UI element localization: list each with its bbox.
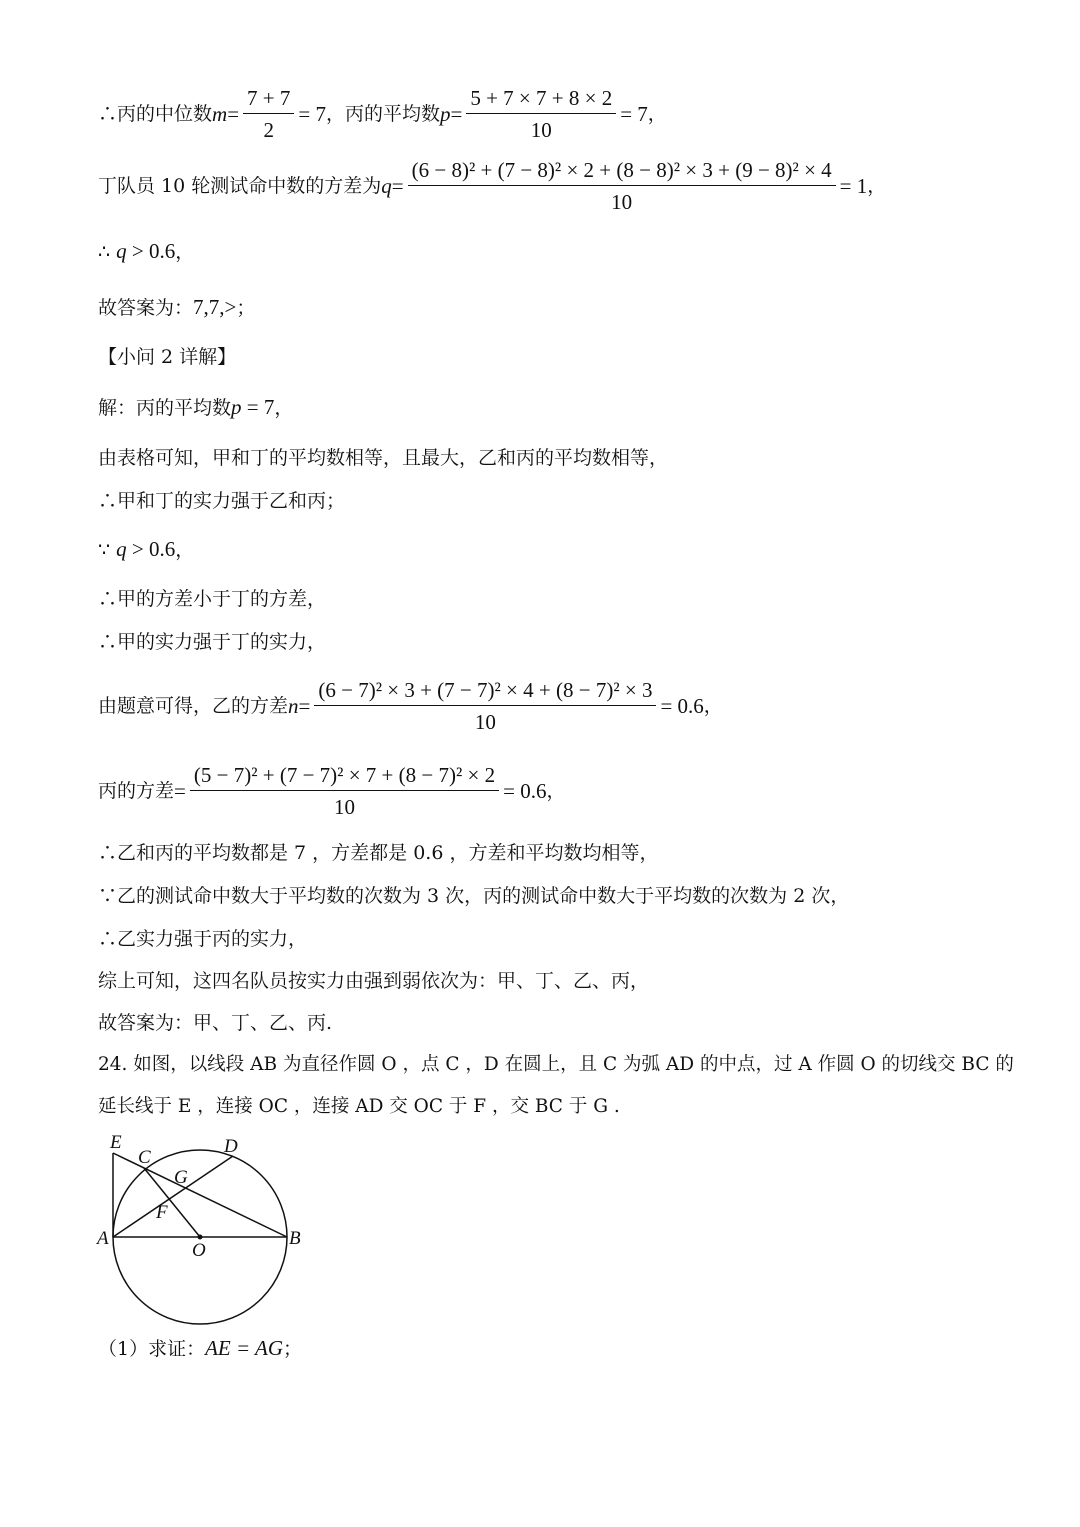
punctuation: ， <box>175 241 195 263</box>
equals-sign: = <box>174 779 186 803</box>
label-e: E <box>110 1132 122 1153</box>
q-compare-line-2 <box>98 539 194 560</box>
ding-variance-fraction <box>408 160 836 213</box>
yi-variance-denominator: 10 <box>474 710 496 734</box>
yi-variance-line <box>98 680 723 733</box>
center-point <box>198 1235 203 1240</box>
punctuation: ， <box>175 539 195 561</box>
punctuation: ， <box>703 695 723 717</box>
mean-label: ，丙的平均数 <box>325 103 440 125</box>
solution-label: 解：丙的平均数 <box>98 397 232 419</box>
text-line: ∴乙和丙的平均数都是 7 ，方差都是 0.6 ，方差和平均数均相等， <box>98 842 659 864</box>
segment-ad <box>113 1156 233 1237</box>
median-label: ∴丙的中位数 <box>98 103 213 125</box>
question-24-line-1: 24. 如图，以线段 AB 为直径作圆 O ，点 C ，D 在圆上，且 C 为弧 AD 的中点，过 A 作圆 O 的切线交 BC 的 <box>98 1054 1014 1075</box>
bing-variance-label: 丙的方差 <box>98 780 175 802</box>
label-g: G <box>174 1167 188 1188</box>
ding-variance-line <box>98 160 886 213</box>
mean-result: = 7 <box>620 102 648 126</box>
ding-variance-result: = 1 <box>839 174 868 198</box>
segment-oc <box>144 1168 200 1237</box>
median-denominator: 2 <box>263 118 274 142</box>
punctuation: ， <box>647 103 667 125</box>
bing-variance-line <box>98 765 565 818</box>
label-b: B <box>289 1228 301 1249</box>
label-a: A <box>97 1228 109 1249</box>
bing-variance-denominator: 10 <box>333 795 355 819</box>
label-f: F <box>156 1202 168 1223</box>
equals-sign: = <box>298 694 311 718</box>
label-c: C <box>138 1147 151 1168</box>
q-variable: q <box>381 174 392 198</box>
yi-variance-label: 由题意可得，乙的方差 <box>98 695 289 717</box>
subquestion-2-heading: 【小问 2 详解】 <box>98 346 237 368</box>
q-variable: q <box>116 537 127 561</box>
q-compare-line <box>98 241 194 262</box>
because-symbol: ∵ <box>98 539 111 561</box>
median-fraction <box>243 88 294 141</box>
label-o: O <box>192 1240 206 1261</box>
geometry-figure <box>90 1130 320 1330</box>
m-variable: m <box>212 102 228 126</box>
text-line: ∴甲和丁的实力强于乙和丙； <box>98 490 346 512</box>
label-d: D <box>224 1136 238 1157</box>
text-line: ∴甲的实力强于丁的实力， <box>98 631 327 653</box>
yi-variance-fraction <box>314 680 656 733</box>
punctuation: ， <box>274 397 294 419</box>
p-variable: p <box>439 102 451 126</box>
solution-mean-line <box>98 397 293 418</box>
equals-sign: = <box>391 174 404 198</box>
p-value: = 7 <box>241 395 275 419</box>
punctuation: ； <box>236 297 256 319</box>
equals-sign: = <box>450 102 463 126</box>
mean-numerator: 5 + 7 × 7 + 8 × 2 <box>466 88 616 114</box>
question-24-line-2: 延长线于 E ，连接 OC ，连接 AD 交 OC 于 F ，交 BC 于 G . <box>98 1096 620 1117</box>
mean-denominator: 10 <box>530 118 552 142</box>
subquestion-1 <box>98 1338 302 1359</box>
yi-variance-numerator: (6 − 7)² × 3 + (7 − 7)² × 4 + (8 − 7)² × 3 <box>314 680 656 706</box>
bing-variance-result: = 0.6 <box>503 779 547 803</box>
equals-sign: = <box>227 102 240 126</box>
text-line: ∴乙实力强于丙的实力， <box>98 928 308 950</box>
ding-variance-numerator: (6 − 8)² + (7 − 8)² × 2 + (8 − 8)² × 3 + (9 − 8)² × 4 <box>408 160 836 186</box>
subquestion-1-label: （1）求证： <box>98 1338 206 1360</box>
q-comparison: > 0.6 <box>126 537 176 561</box>
n-variable: n <box>288 694 299 718</box>
yi-variance-result: = 0.6 <box>660 694 704 718</box>
bing-variance-fraction <box>190 765 499 818</box>
ding-variance-label: 丁队员 10 轮测试命中数的方差为 <box>98 175 382 197</box>
answer-line-1 <box>98 297 255 318</box>
median-numerator: 7 + 7 <box>243 88 294 114</box>
text-line: 由表格可知，甲和丁的平均数相等，且最大，乙和丙的平均数相等， <box>98 447 669 469</box>
punctuation: ； <box>283 1338 303 1360</box>
p-variable: p <box>231 395 242 419</box>
text-line: 故答案为：甲、丁、乙、丙. <box>98 1012 333 1034</box>
answer-label: 故答案为： <box>98 297 194 319</box>
text-line: 综上可知，这四名队员按实力由强到弱依次为：甲、丁、乙、丙， <box>98 970 650 992</box>
bing-variance-numerator: (5 − 7)² + (7 − 7)² × 7 + (8 − 7)² × 2 <box>190 765 499 791</box>
text-line: ∵乙的测试命中数大于平均数的次数为 3 次，丙的测试命中数大于平均数的次数为 2 次， <box>98 885 850 907</box>
answer-value: 7,7,> <box>193 295 237 319</box>
median-result: = 7 <box>298 102 326 126</box>
therefore-symbol: ∴ <box>98 241 111 263</box>
ding-variance-denominator: 10 <box>611 190 633 214</box>
text-line: ∴甲的方差小于丁的方差， <box>98 588 327 610</box>
q-variable: q <box>116 239 127 263</box>
median-mean-line <box>98 88 667 141</box>
q-comparison: > 0.6 <box>126 239 176 263</box>
subquestion-1-expression: AE = AG <box>205 1336 284 1360</box>
punctuation: ， <box>546 780 566 802</box>
mean-fraction <box>466 88 616 141</box>
punctuation: ， <box>867 175 887 197</box>
